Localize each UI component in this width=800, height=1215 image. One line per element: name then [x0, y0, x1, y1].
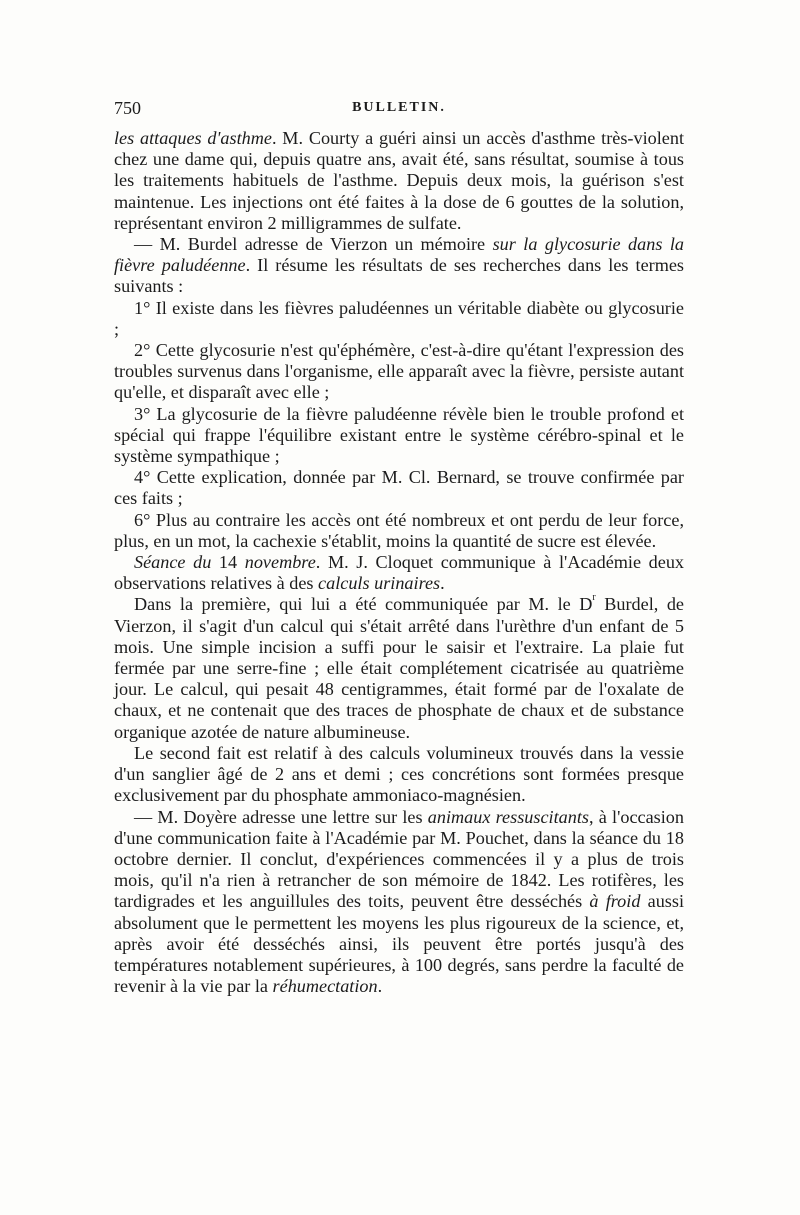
paragraph-burdel-memoire	[114, 234, 684, 298]
text-run: 4° Cette explication, donnée par M. Cl. Bernard, se trouve confirmée par ces faits ;	[114, 467, 684, 509]
paragraph-doyere-lettre	[114, 807, 684, 998]
body-text	[114, 128, 684, 997]
paragraph-point-3	[114, 404, 684, 468]
text-run: — M. Doyère adresse une lettre sur les	[134, 806, 428, 827]
text-run: Le second fait est relatif à des calculs volumineux trouvés dans la vessie d'un sanglier âgé de 2 ans et demi ; ces concrétions sont formées presque exclusivement par du phosphate ammoniaco-magnésien.	[114, 742, 684, 806]
text-run: Burdel, de Vierzon, il s'agit d'un calcul qui s'était arrêté dans l'urèthre d'un enfant de 5 mois. Une simple incision a suffi pour le saisir et l'extraire. La plaie fut fermée par une serre-fine ; elle était complétement cicatrisée au quatrième jour. Le calcul, qui pesait 48 centigrammes, était formé par de l'oxalate de chaux, et ne contenait que des traces de phosphate de chaux et de substance organique azotée de nature albumineuse.	[114, 594, 684, 742]
text-run: , à l'occasion d'une communication faite à l'Académie par M. Pouchet, dans la séance du 18 octobre dernier. Il conclut, d'expériences commencées il y a plus de trois mois, qu'il n'a rien à retrancher de son mémoire de 1842. Les rotifères, les tardigrades et les anguillules des toits, peuvent être desséchés	[114, 806, 684, 912]
italic-text: calculs urinaires	[318, 573, 441, 594]
text-run: aussi absolument que le permettent les moyens les plus rigoureux de la science, et, après avoir été desséchés ainsi, ils peuvent être portés jusqu'à des températures notablement supérieures, à 100 degrés, sans perdre la faculté de revenir à la vie par la	[114, 891, 684, 997]
italic-text: les attaques d'asthme	[114, 128, 272, 148]
italic-text: animaux ressuscitants	[427, 806, 589, 827]
text-run: .	[440, 573, 445, 594]
paragraph-point-4	[114, 467, 684, 509]
italic-text: réhumectation	[272, 976, 378, 997]
paragraph-point-6	[114, 510, 684, 552]
text-run: 1° Il existe dans les fièvres paludéennes un véritable diabète ou glycosurie ;	[114, 297, 684, 339]
text-run: 14	[211, 552, 245, 573]
italic-text: sur la glycosurie dans la fièvre paludéenne	[114, 234, 684, 276]
text-run: .	[377, 976, 383, 997]
paragraph-continuation	[114, 128, 684, 234]
text-run: . M. J. Cloquet communique à l'Académie deux observations relatives à des	[114, 552, 685, 594]
paragraph-point-1	[114, 298, 684, 340]
text-run: . M. Courty a guéri ainsi un accès d'asthme très-violent chez une dame qui, depuis quatre ans, avait été, sans résultat, soumise à tous les traitements habituels de l'asthme. Depuis deux mois, la guérison s'est maintenue. Les injections ont été faites à la dose de 6 gouttes de la solution, représentant environ 2 milligrammes de sulfate.	[114, 128, 685, 233]
text-run: 3° La glycosurie de la fièvre paludéenne révèle bien le trouble profond et spécial qui frappe l'équilibre existant entre le système cérébro-spinal et le système sympathique ;	[114, 403, 684, 467]
text-run: 2° Cette glycosurie n'est qu'éphémère, c'est-à-dire qu'étant l'expression des troubles survenus dans l'organisme, elle apparaît avec la fièvre, persiste autant qu'elle, et disparaît avec elle ;	[114, 340, 684, 403]
book-page	[114, 98, 684, 997]
text-run: . Il résume les résultats de ses recherches dans les termes suivants :	[114, 255, 684, 297]
page-header	[114, 98, 684, 120]
text-run: Dans la première, qui lui a été communiquée par M. le D	[134, 594, 593, 615]
paragraph-point-2	[114, 340, 684, 404]
paragraph-seance-14-novembre	[114, 552, 684, 594]
italic-text: Séance du	[134, 552, 212, 573]
superscript-text: r	[592, 592, 596, 604]
paragraph-second-fait	[114, 743, 684, 807]
text-run: — M. Burdel adresse de Vierzon un mémoire	[134, 234, 493, 255]
running-title: BULLETIN.	[352, 100, 446, 115]
page-number: 750	[114, 98, 141, 118]
text-run: 6° Plus au contraire les accès ont été nombreux et ont perdu de leur force, plus, en un mot, la cachexie s'établit, moins la quantité de sucre est élevée.	[114, 509, 684, 551]
paragraph-premier-calcul	[114, 594, 684, 742]
italic-text: novembre	[244, 552, 316, 573]
italic-text: à froid	[589, 891, 641, 912]
